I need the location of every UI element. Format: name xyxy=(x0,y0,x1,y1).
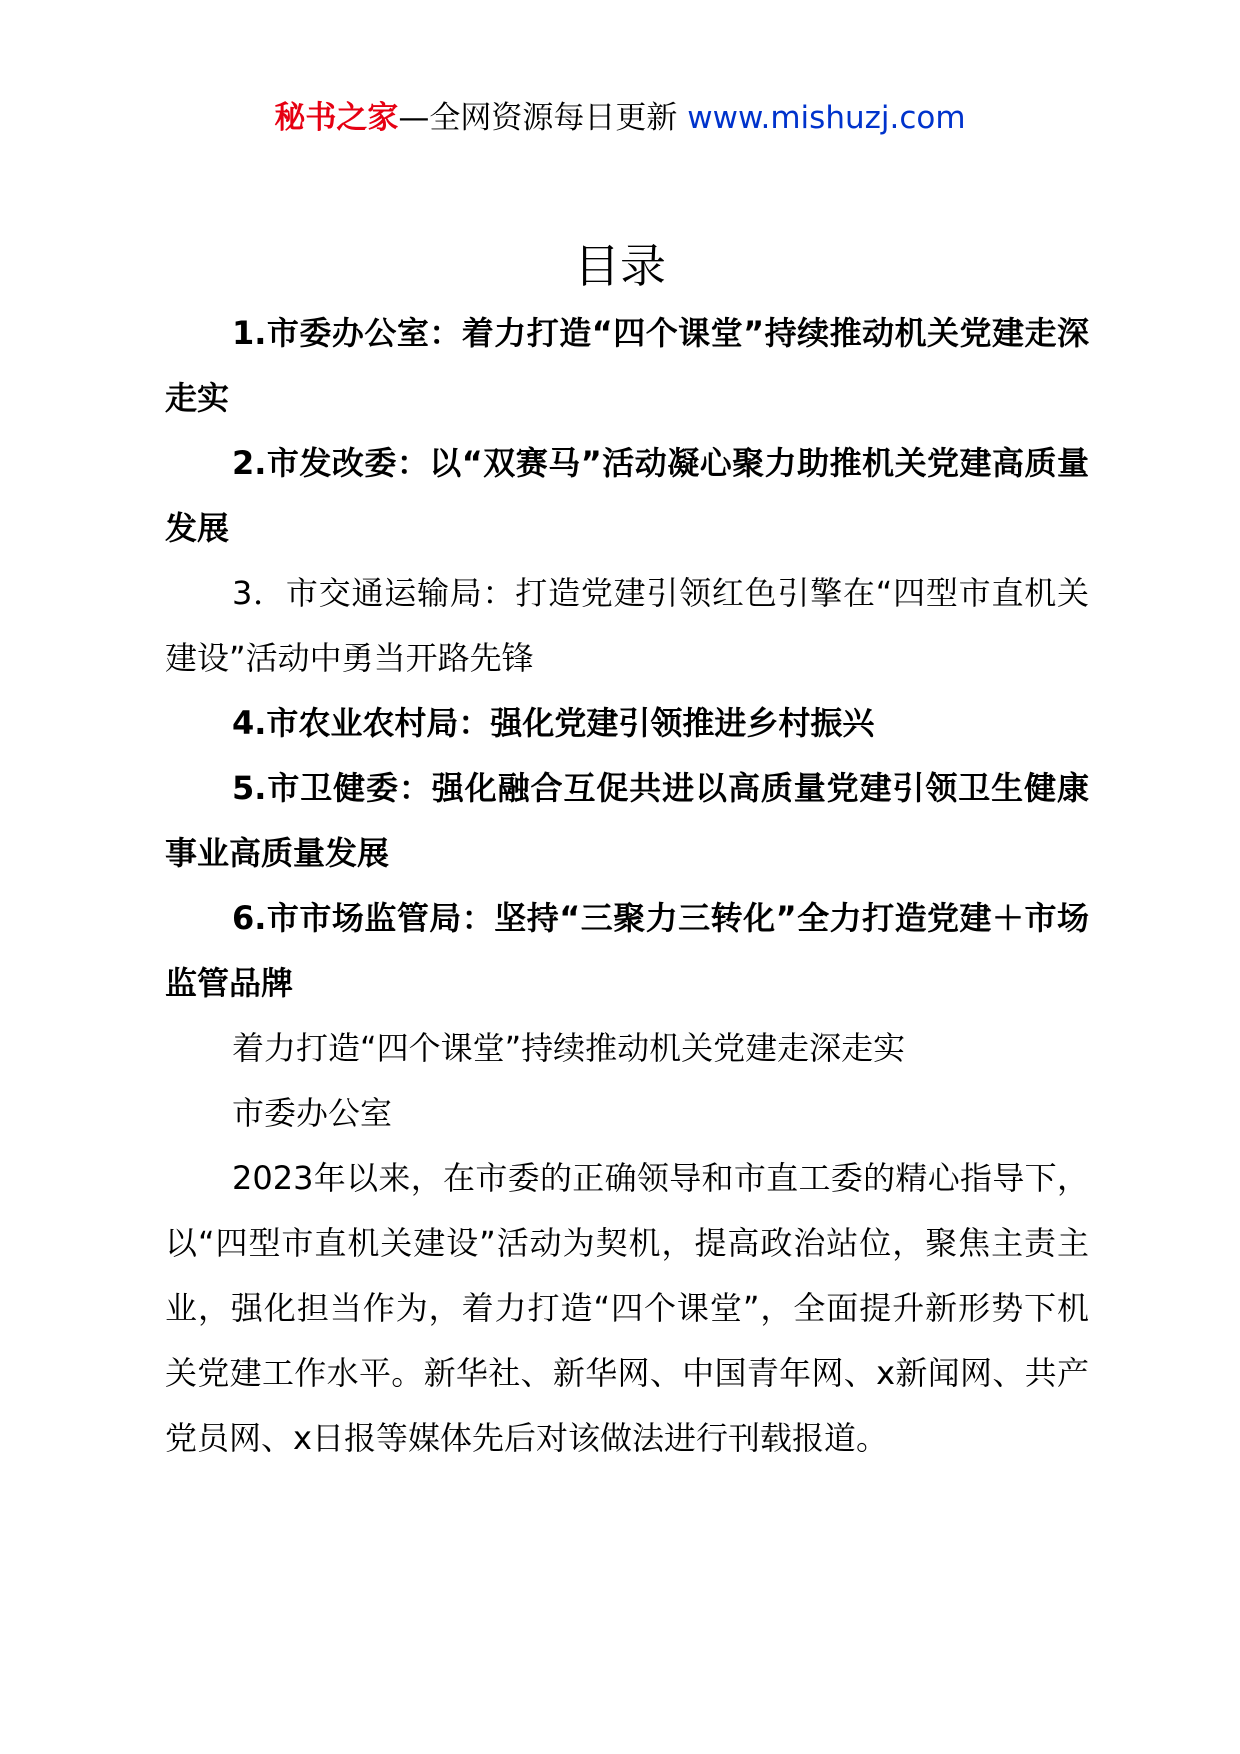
site-tagline: —全网资源每日更新 xyxy=(398,100,688,136)
article-heading: 着力打造“四个课堂”持续推动机关党建走深走实 xyxy=(232,1029,906,1067)
toc-item-1: 1.市委办公室：着力打造“四个课堂”持续推动机关党建走深走实 xyxy=(165,314,1089,417)
toc-item-2: 2.市发改委：以“双赛马”活动凝心聚力助推机关党建高质量发展 xyxy=(165,444,1089,547)
article-paragraph: 2023年以来，在市委的正确领导和市直工委的精心指导下，以“四型市直机关建设”活动为契机，提高政治站位，聚焦主责主业，强化担当作为，着力打造“四个课堂”，全面提升新形势下机关党建工作水平。新华社、新华网、中国青年网、x新闻网、共产党员网、x日报等媒体先后对该做法进行刊载报道。 xyxy=(165,1159,1089,1457)
article-author: 市委办公室 xyxy=(232,1094,393,1132)
toc-item-5: 5.市卫健委：强化融合互促共进以高质量党建引领卫生健康事业高质量发展 xyxy=(165,769,1089,872)
site-brand: 秘书之家 xyxy=(274,100,399,136)
toc-item-6: 6.市市场监管局：坚持“三聚力三转化”全力打造党建＋市场监管品牌 xyxy=(165,899,1089,1002)
toc-item-3: 3．市交通运输局：打造党建引领红色引擎在“四型市直机关建设”活动中勇当开路先锋 xyxy=(165,574,1089,677)
toc-item-4: 4.市农业农村局：强化党建引领推进乡村振兴 xyxy=(232,704,875,742)
page-title: 目录 xyxy=(574,239,666,293)
site-header xyxy=(0,98,1240,138)
document-body xyxy=(165,301,1089,1471)
site-url-link[interactable]: www.mishuzj.com xyxy=(687,100,966,136)
